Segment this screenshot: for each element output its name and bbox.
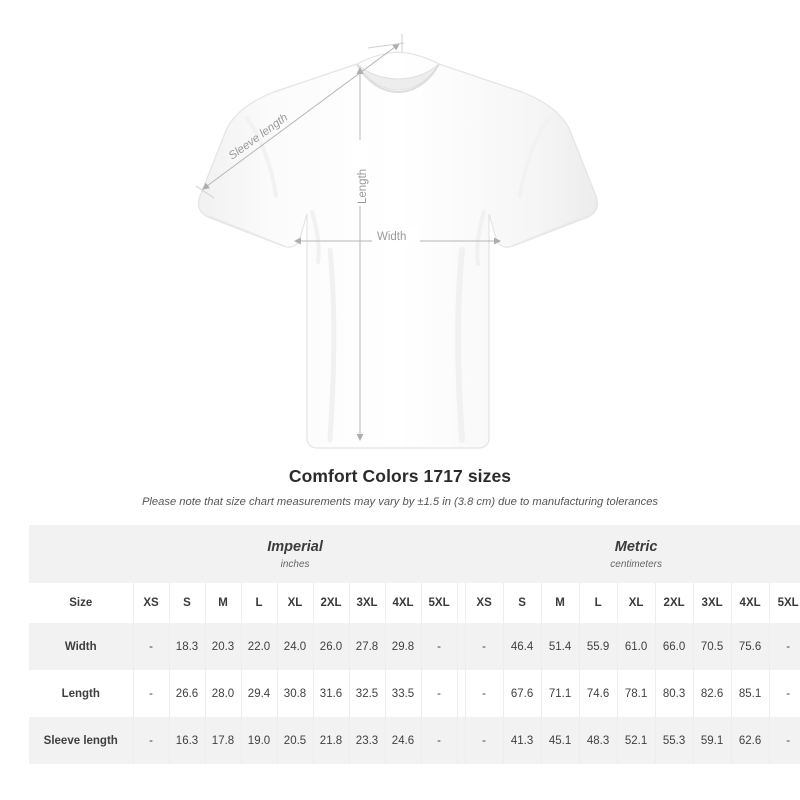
- cell-length-imperial-l: 29.4: [241, 670, 277, 717]
- cell-length-metric-3xl: 82.6: [693, 670, 731, 717]
- row-gap: [457, 670, 465, 717]
- cell-length-imperial-xl: 30.8: [277, 670, 313, 717]
- size-header-metric-s: S: [503, 583, 541, 623]
- cell-width-metric-3xl: 70.5: [693, 623, 731, 670]
- cell-width-metric-xs: -: [465, 623, 503, 670]
- cell-sleeve-metric-5xl: -: [769, 717, 800, 764]
- cell-width-imperial-xl: 24.0: [277, 623, 313, 670]
- imperial-unit: inches: [280, 559, 310, 571]
- guide-label-length: [352, 140, 369, 206]
- cell-length-imperial-2xl: 31.6: [313, 670, 349, 717]
- cell-sleeve-imperial-3xl: 23.3: [349, 717, 385, 764]
- cell-sleeve-imperial-4xl: 24.6: [385, 717, 421, 764]
- cell-width-metric-5xl: -: [769, 623, 800, 670]
- cell-width-imperial-3xl: 27.8: [349, 623, 385, 670]
- metric-label: Metric: [614, 538, 658, 555]
- unit-band-spacer: [29, 525, 133, 583]
- cell-width-metric-4xl: 75.6: [731, 623, 769, 670]
- cell-width-imperial-5xl: -: [421, 623, 457, 670]
- size-header-metric-xs: XS: [465, 583, 503, 623]
- imperial-label: Imperial: [267, 538, 323, 555]
- cell-length-imperial-5xl: -: [421, 670, 457, 717]
- cell-sleeve-metric-m: 45.1: [541, 717, 579, 764]
- row-label-width: Width: [29, 623, 133, 670]
- size-header-imperial-xs: XS: [133, 583, 169, 623]
- cell-sleeve-metric-xl: 52.1: [617, 717, 655, 764]
- row-gap: [457, 623, 465, 670]
- page-title: Comfort Colors 1717 sizes: [288, 466, 512, 486]
- cell-length-metric-l: 74.6: [579, 670, 617, 717]
- group-gap: [457, 583, 465, 623]
- size-header-imperial-s: S: [169, 583, 205, 623]
- size-header-metric-3xl: 3XL: [693, 583, 731, 623]
- cell-length-metric-2xl: 80.3: [655, 670, 693, 717]
- size-header-row: [29, 583, 800, 623]
- cell-width-metric-2xl: 66.0: [655, 623, 693, 670]
- title-block: [0, 466, 800, 508]
- cell-sleeve-metric-4xl: 62.6: [731, 717, 769, 764]
- cell-sleeve-imperial-xs: -: [133, 717, 169, 764]
- unit-band-gap: [457, 525, 465, 583]
- size-header-imperial-3xl: 3XL: [349, 583, 385, 623]
- cell-length-imperial-s: 26.6: [169, 670, 205, 717]
- size-header-label: Size: [29, 583, 133, 623]
- cell-sleeve-imperial-2xl: 21.8: [313, 717, 349, 764]
- cell-length-imperial-3xl: 32.5: [349, 670, 385, 717]
- tolerance-note: Please note that size chart measurements may vary by ±1.5 in (3.8 cm) due to manufacturing tolerances: [141, 496, 659, 508]
- metric-unit: centimeters: [610, 559, 662, 571]
- cell-width-metric-s: 46.4: [503, 623, 541, 670]
- unit-group-imperial: [133, 525, 457, 583]
- cell-sleeve-imperial-s: 16.3: [169, 717, 205, 764]
- unit-system-row: [29, 525, 800, 583]
- row-gap: [457, 717, 465, 764]
- size-header-metric-5xl: 5XL: [769, 583, 800, 623]
- unit-group-metric: [465, 525, 800, 583]
- cell-width-imperial-4xl: 29.8: [385, 623, 421, 670]
- cell-sleeve-imperial-5xl: -: [421, 717, 457, 764]
- cell-length-imperial-m: 28.0: [205, 670, 241, 717]
- cell-length-metric-xs: -: [465, 670, 503, 717]
- table-row: [29, 670, 800, 717]
- cell-width-metric-xl: 61.0: [617, 623, 655, 670]
- table-row: [29, 717, 800, 764]
- cell-width-imperial-xs: -: [133, 623, 169, 670]
- cell-length-imperial-4xl: 33.5: [385, 670, 421, 717]
- row-label-length: Length: [29, 670, 133, 717]
- size-header-metric-l: L: [579, 583, 617, 623]
- cell-length-metric-5xl: -: [769, 670, 800, 717]
- size-header-imperial-4xl: 4XL: [385, 583, 421, 623]
- guide-label-width: [372, 228, 420, 244]
- size-header-imperial-5xl: 5XL: [421, 583, 457, 623]
- cell-length-metric-m: 71.1: [541, 670, 579, 717]
- cell-width-imperial-s: 18.3: [169, 623, 205, 670]
- table-row: [29, 623, 800, 670]
- cell-width-imperial-2xl: 26.0: [313, 623, 349, 670]
- cell-sleeve-metric-2xl: 55.3: [655, 717, 693, 764]
- size-header-metric-m: M: [541, 583, 579, 623]
- cell-length-metric-xl: 78.1: [617, 670, 655, 717]
- length-label: Length: [357, 168, 369, 204]
- cell-length-metric-4xl: 85.1: [731, 670, 769, 717]
- cell-width-metric-l: 55.9: [579, 623, 617, 670]
- cell-sleeve-metric-s: 41.3: [503, 717, 541, 764]
- cell-width-imperial-l: 22.0: [241, 623, 277, 670]
- size-header-metric-xl: XL: [617, 583, 655, 623]
- sleeve-length-label: Sleeve length: [226, 111, 291, 163]
- cell-sleeve-metric-3xl: 59.1: [693, 717, 731, 764]
- size-header-imperial-m: M: [205, 583, 241, 623]
- cell-length-metric-s: 67.6: [503, 670, 541, 717]
- row-label-sleeve-length: Sleeve length: [29, 717, 133, 764]
- size-chart-body: [29, 525, 800, 764]
- cell-sleeve-metric-xs: -: [465, 717, 503, 764]
- cell-sleeve-imperial-l: 19.0: [241, 717, 277, 764]
- cell-sleeve-imperial-xl: 20.5: [277, 717, 313, 764]
- cell-length-imperial-xs: -: [133, 670, 169, 717]
- size-chart-table: [29, 525, 800, 764]
- cell-width-imperial-m: 20.3: [205, 623, 241, 670]
- tshirt-shape: [198, 52, 597, 448]
- size-header-imperial-l: L: [241, 583, 277, 623]
- size-header-imperial-2xl: 2XL: [313, 583, 349, 623]
- cell-width-metric-m: 51.4: [541, 623, 579, 670]
- size-header-metric-2xl: 2XL: [655, 583, 693, 623]
- size-header-metric-4xl: 4XL: [731, 583, 769, 623]
- width-label: Width: [377, 231, 407, 243]
- cell-sleeve-imperial-m: 17.8: [205, 717, 241, 764]
- size-header-imperial-xl: XL: [277, 583, 313, 623]
- cell-sleeve-metric-l: 48.3: [579, 717, 617, 764]
